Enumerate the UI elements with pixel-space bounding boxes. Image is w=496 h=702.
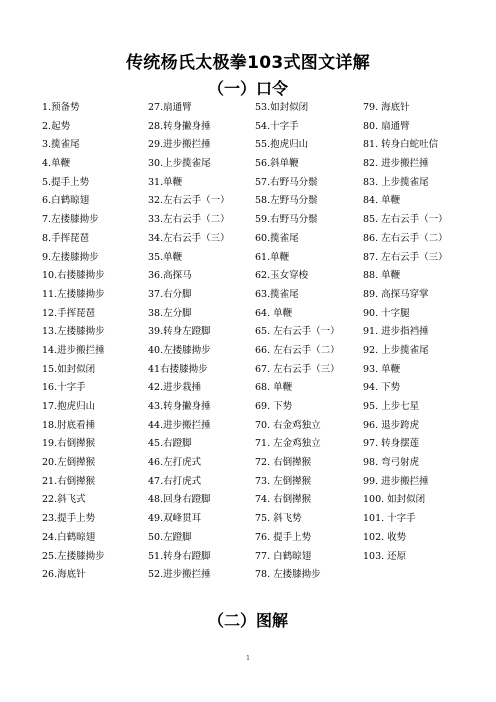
move-item: 67. 左右云手（三）	[255, 363, 340, 375]
move-item: 5.提手上势	[42, 176, 90, 188]
page-number: 1	[246, 655, 250, 662]
move-item: 48.回身右蹬脚	[148, 494, 211, 506]
move-item: 57.右野马分鬃	[255, 176, 318, 188]
move-item: 44.进步搬拦捶	[148, 419, 211, 431]
move-item: 89. 高探马穿掌	[363, 288, 429, 300]
move-item: 26.海底针	[42, 569, 86, 581]
move-item: 18.肘底看捶	[42, 419, 96, 431]
move-item: 65. 左右云手（一）	[255, 326, 340, 338]
move-item: 101. 十字手	[363, 513, 416, 525]
move-list-grid	[42, 99, 482, 585]
document-title: 传统杨氏太极拳103式图文详解	[126, 53, 370, 73]
move-item: 93. 单鞭	[363, 363, 401, 375]
move-item: 64. 单鞭	[255, 307, 293, 319]
move-item: 99. 进步搬拦捶	[363, 475, 429, 487]
move-item: 69. 下势	[255, 401, 293, 412]
move-item: 43.转身撇身捶	[148, 401, 211, 412]
move-item: 20.左倒撵猴	[42, 457, 96, 469]
section-heading-illustrations: （二）图解	[207, 611, 288, 630]
move-item: 1.预备势	[42, 102, 80, 113]
move-item: 85. 左右云手（一）	[363, 214, 448, 226]
move-item: 94. 下势	[363, 382, 401, 394]
move-item: 75. 斜飞势	[255, 513, 302, 525]
move-item: 10.右搂膝拗步	[42, 270, 105, 282]
move-item: 80. 扇通臂	[363, 120, 410, 132]
move-item: 33.左右云手（二）	[148, 214, 230, 226]
move-item: 84. 单鞭	[363, 195, 401, 207]
move-item: 55.抱虎归山	[255, 139, 309, 151]
move-item: 79. 海底针	[363, 102, 410, 113]
move-item: 8.手挥琵琶	[42, 232, 90, 244]
move-item: 103. 还原	[363, 550, 407, 562]
move-item: 88. 单鞭	[363, 270, 401, 282]
move-item: 82. 进步搬拦捶	[363, 158, 429, 170]
move-item: 19.右倒撵猴	[42, 438, 96, 450]
move-item: 15.如封似闭	[42, 363, 96, 375]
move-item: 95. 上步七星	[363, 401, 420, 412]
move-item: 27.扇通臂	[148, 102, 192, 113]
move-item: 3.揽雀尾	[42, 139, 80, 151]
move-item: 32.左右云手（一）	[148, 195, 230, 207]
move-item: 12.手挥琵琶	[42, 307, 96, 319]
move-item: 54.十字手	[255, 120, 299, 132]
move-item: 4.单鞭	[42, 158, 71, 170]
move-item: 2.起势	[42, 120, 71, 132]
move-item: 87. 左右云手（三）	[363, 251, 448, 263]
move-item: 100. 如封似闭	[363, 494, 426, 506]
move-item: 16.十字手	[42, 382, 86, 394]
move-item: 73. 左倒撵猴	[255, 475, 312, 487]
move-item: 14.进步搬拦捶	[42, 344, 105, 356]
move-item: 62.玉女穿梭	[255, 270, 309, 282]
move-item: 7.左搂膝拗步	[42, 214, 99, 226]
move-item: 47.右打虎式	[148, 475, 202, 487]
move-item: 90. 十字腿	[363, 307, 410, 319]
move-item: 39.转身左蹬脚	[148, 326, 211, 338]
move-item: 11.左搂膝拗步	[42, 288, 105, 300]
move-item: 50.左蹬脚	[148, 531, 192, 543]
move-item: 86. 左右云手（二）	[363, 232, 448, 244]
move-item: 66. 左右云手（二）	[255, 344, 340, 356]
move-item: 56.斜单鞭	[255, 158, 299, 170]
move-item: 42.进步栽捶	[148, 382, 202, 394]
move-item: 71. 左金鸡独立	[255, 438, 321, 450]
move-item: 60.揽雀尾	[255, 232, 299, 244]
move-item: 40.左搂膝拗步	[148, 344, 211, 356]
move-item: 97. 转身摆莲	[363, 438, 420, 450]
move-item: 13.左搂膝拗步	[42, 326, 105, 338]
move-item: 61.单鞭	[255, 251, 290, 263]
move-item: 77. 白鹤晾翅	[255, 550, 312, 562]
move-item: 46.左打虎式	[148, 457, 202, 469]
move-item: 25.左搂膝拗步	[42, 550, 105, 562]
move-item: 83. 上步揽雀尾	[363, 176, 429, 188]
move-item: 35.单鞭	[148, 251, 183, 263]
move-item: 92. 上步揽雀尾	[363, 344, 429, 356]
move-item: 63.揽雀尾	[255, 288, 299, 300]
move-item: 21.右倒撵猴	[42, 475, 96, 487]
section-heading-commands: （一）口令	[207, 79, 288, 98]
move-item: 53.如封似闭	[255, 102, 309, 113]
move-item: 70. 右金鸡独立	[255, 419, 321, 431]
move-item: 81. 转身白蛇吐信	[363, 139, 439, 151]
move-item: 24.白鹤晾翅	[42, 531, 96, 543]
move-item: 30.上步揽雀尾	[148, 158, 211, 170]
move-item: 98. 弯弓射虎	[363, 457, 420, 469]
move-item: 59.右野马分鬃	[255, 214, 318, 226]
move-item: 58.左野马分鬃	[255, 195, 318, 207]
move-item: 37.右分脚	[148, 288, 192, 300]
move-item: 49.双峰贯耳	[148, 513, 202, 525]
move-item: 45.右蹬脚	[148, 438, 192, 450]
move-item: 22.斜飞式	[42, 494, 86, 506]
move-item: 17.抱虎归山	[42, 401, 96, 412]
move-item: 6.白鹤晾翅	[42, 195, 90, 207]
move-item: 34.左右云手（三）	[148, 232, 230, 244]
move-item: 28.转身撇身捶	[148, 120, 211, 132]
move-item: 76. 提手上势	[255, 531, 312, 543]
move-item	[363, 566, 482, 585]
move-item: 74. 右倒撵猴	[255, 494, 312, 506]
move-item: 96. 退步跨虎	[363, 419, 420, 431]
move-item: 91. 进步指裆捶	[363, 326, 429, 338]
move-item: 102. 收势	[363, 531, 407, 543]
move-item: 52.进步搬拦捶	[148, 569, 211, 581]
move-item: 51.转身右蹬脚	[148, 550, 211, 562]
move-item: 78. 左搂膝拗步	[255, 569, 321, 581]
move-item: 29.进步搬拦捶	[148, 139, 211, 151]
move-item: 72. 右倒撵猴	[255, 457, 312, 469]
move-item: 31.单鞭	[148, 176, 183, 188]
move-item: 41右搂膝拗步	[148, 363, 208, 375]
move-item: 38.左分脚	[148, 307, 192, 319]
move-item: 68. 单鞭	[255, 382, 293, 394]
move-item: 9.左搂膝拗步	[42, 251, 99, 263]
move-item: 23.提手上势	[42, 513, 96, 525]
move-item: 36.高探马	[148, 270, 192, 282]
